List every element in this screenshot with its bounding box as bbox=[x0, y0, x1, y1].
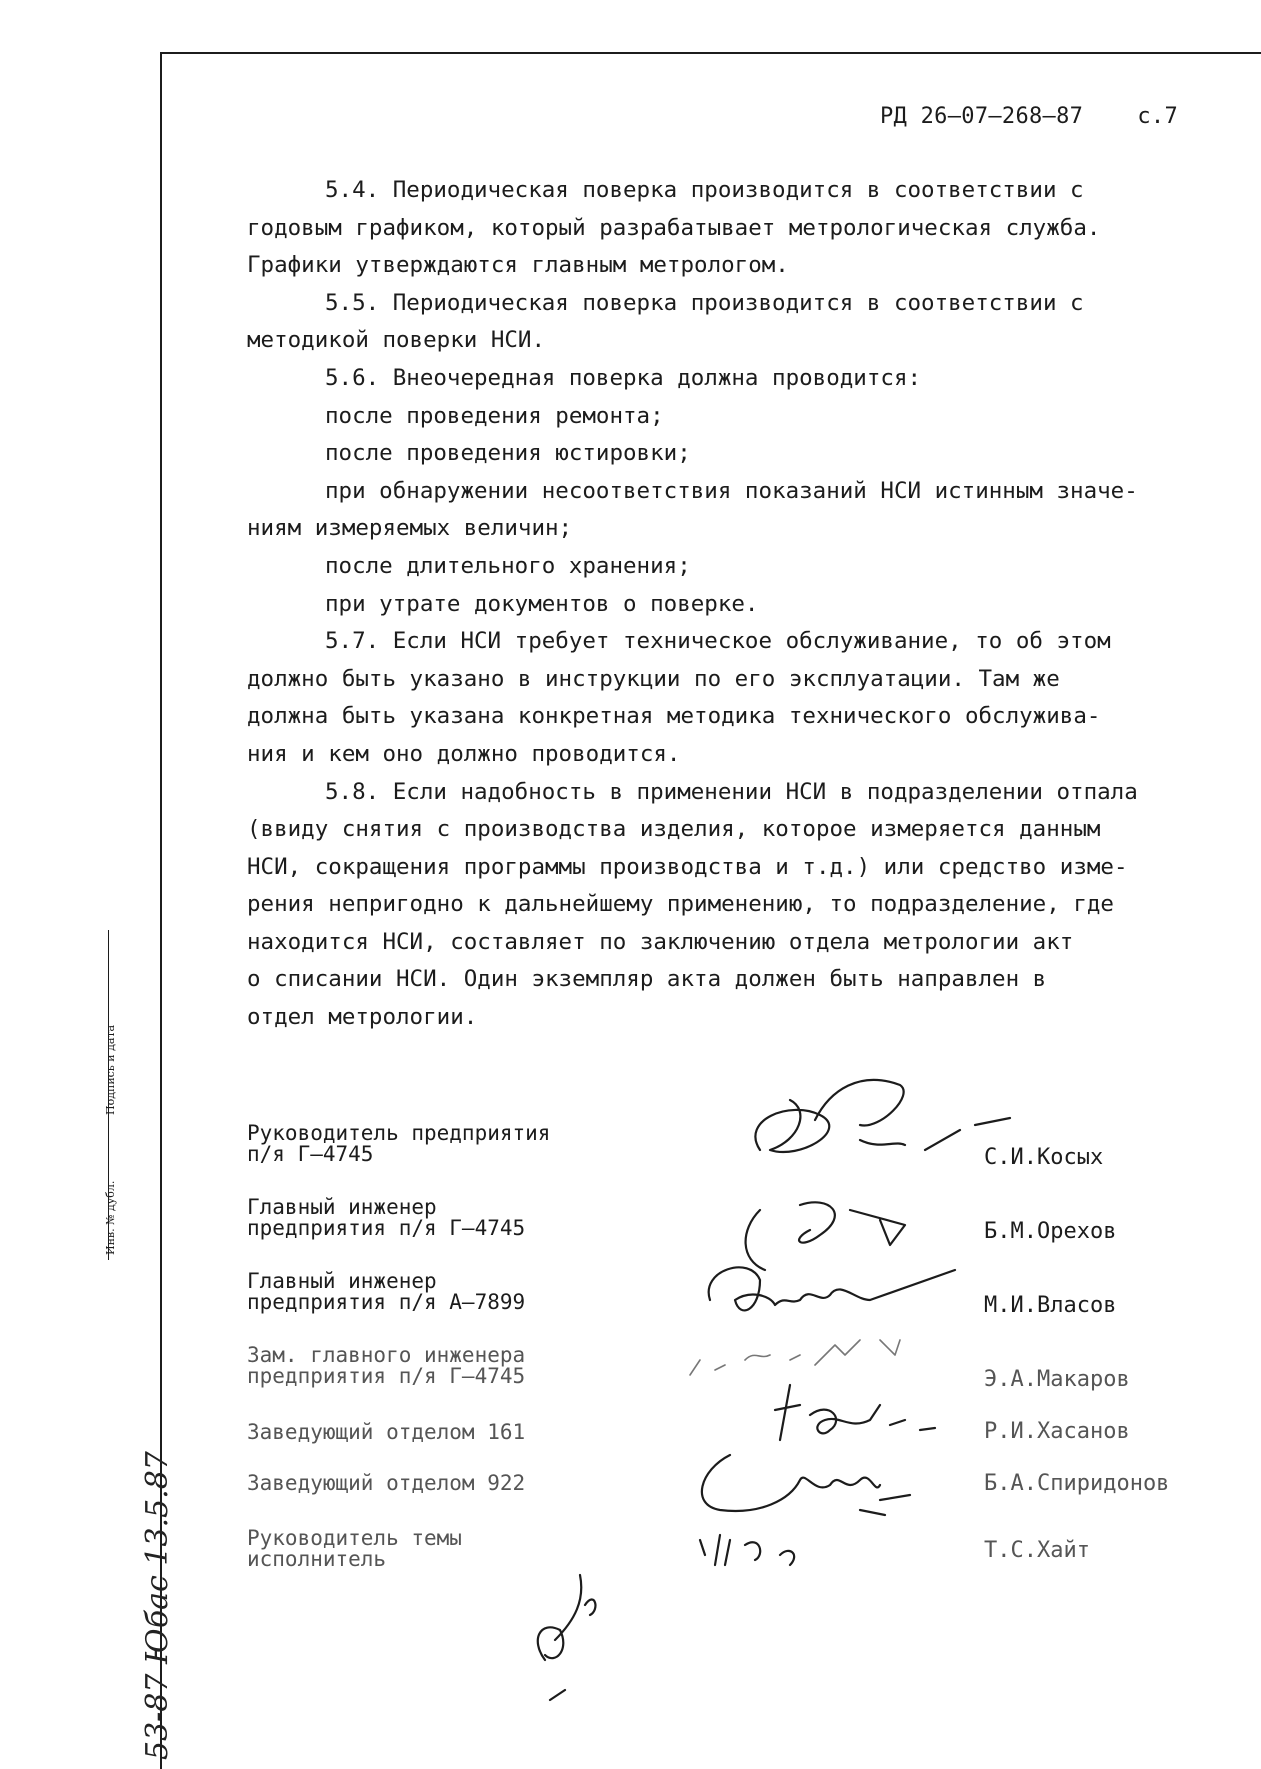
signature-makarov bbox=[690, 1340, 900, 1375]
body-line: 5.4. Периодическая поверка производится в соответствии с bbox=[325, 177, 1084, 203]
body-line: после проведения юстировки; bbox=[325, 440, 691, 467]
body-line: отдел метрологии. bbox=[247, 1004, 478, 1031]
body-line: при обнаружении несоответствия показаний НСИ истинным значе- bbox=[325, 477, 1138, 504]
margin-label-inv-dupl: Инв. № дубл. bbox=[104, 1180, 117, 1255]
body-line: НСИ, сокращения программы производства и т.д.) или средство изме- bbox=[247, 853, 1128, 880]
signature-orekhov bbox=[746, 1202, 905, 1270]
margin-label-signature-date: Подпись и дата bbox=[104, 1024, 117, 1115]
body-line: рения непригодно к дальнейшему применению, то подразделение, где bbox=[247, 891, 1114, 918]
signature-khasanov bbox=[775, 1385, 935, 1440]
signatory-name: М.И.Власов bbox=[984, 1293, 1117, 1318]
signature-position: Руководитель темы исполнитель bbox=[247, 1526, 462, 1571]
body-line: ния и кем оно должно проводится. bbox=[247, 740, 681, 767]
body-line: должно быть указано в инструкции по его эксплуатации. Там же bbox=[247, 665, 1060, 692]
body-line: (ввиду снятия с производства изделия, которое измеряется данным bbox=[247, 816, 1101, 843]
body-line: Графики утверждаются главным метрологом. bbox=[247, 252, 789, 279]
page-number: с.7 bbox=[1137, 104, 1179, 129]
body-line: после длительного хранения; bbox=[325, 552, 691, 579]
signatory-name: Э.А.Макаров bbox=[984, 1367, 1130, 1392]
signature-khait bbox=[700, 1535, 794, 1565]
signature-position: Главный инженер предприятия п/я А–7899 bbox=[247, 1269, 526, 1314]
body-line: методикой поверки НСИ. bbox=[247, 327, 546, 354]
body-line: 5.6. Внеочередная поверка должна проводится: bbox=[325, 364, 922, 391]
signature-executor bbox=[538, 1575, 596, 1700]
body-line: ниям измеряемых величин; bbox=[247, 515, 573, 542]
body-line: при утрате документов о поверке. bbox=[325, 590, 759, 617]
signature-position: Зам. главного инженера предприятия п/я Г–4745 bbox=[247, 1343, 526, 1388]
signatory-name: Б.А.Спиридонов bbox=[984, 1471, 1170, 1496]
signature-spiridonov bbox=[702, 1455, 910, 1515]
document-code: РД 26–07–268–87 bbox=[880, 104, 1084, 129]
margin-handwritten-note: 53-87 Юбас 13.5.87 bbox=[140, 1451, 175, 1760]
body-line: годовым графиком, который разрабатывает метрологическая служба. bbox=[247, 214, 1101, 241]
body-line: находится НСИ, составляет по заключению отдела метрологии акт bbox=[247, 928, 1074, 955]
body-line: 5.8. Если надобность в применении НСИ в подразделении отпала bbox=[325, 778, 1138, 805]
body-line: после проведения ремонта; bbox=[325, 402, 664, 429]
signature-position: Заведующий отделом 161 bbox=[247, 1420, 526, 1444]
signature-kosykh bbox=[755, 1080, 1010, 1152]
signatory-name: Б.М.Орехов bbox=[984, 1219, 1117, 1244]
signature-position: Руководитель предприятия п/я Г–4745 bbox=[247, 1121, 551, 1166]
signatory-name: Р.И.Хасанов bbox=[984, 1419, 1130, 1444]
signatory-name: Т.С.Хайт bbox=[984, 1538, 1090, 1563]
body-line: 5.5. Периодическая поверка производится в соответствии с bbox=[325, 289, 1084, 316]
signature-position: Заведующий отделом 922 bbox=[247, 1471, 526, 1495]
body-line: 5.7. Если НСИ требует техническое обслуживание, то об этом bbox=[325, 628, 1111, 655]
body-line: должна быть указана конкретная методика технического обслужива- bbox=[247, 703, 1101, 730]
body-line: о списании НСИ. Один экземпляр акта должен быть направлен в bbox=[247, 966, 1047, 993]
signature-position: Главный инженер предприятия п/я Г–4745 bbox=[247, 1195, 526, 1240]
signature-vlasov bbox=[709, 1267, 955, 1310]
signatory-name: С.И.Косых bbox=[984, 1145, 1104, 1170]
